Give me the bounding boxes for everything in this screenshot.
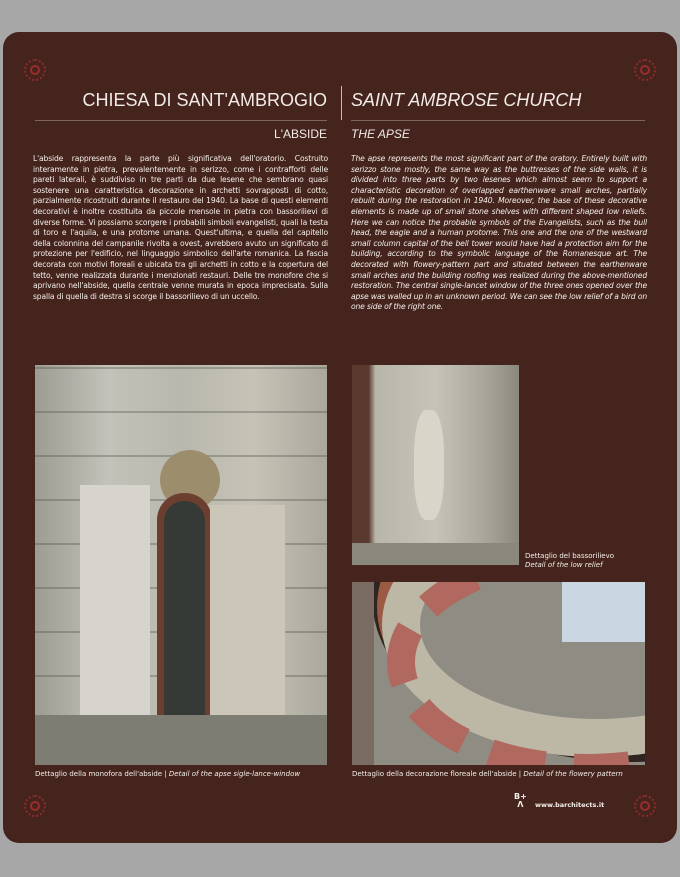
title-divider: [341, 86, 342, 120]
caption-it: Dettaglio della decorazione floreale dell'abside: [352, 770, 517, 778]
subtitle-english: THE APSE: [351, 127, 410, 141]
website-link[interactable]: www.barchitects.it: [535, 801, 605, 809]
photo-apse-window: [35, 365, 327, 765]
ornament-icon: [24, 59, 46, 81]
caption-en: Detail of the flowery pattern: [523, 770, 623, 778]
title-english: SAINT AMBROSE CHURCH: [351, 90, 582, 110]
caption-relief: [525, 552, 614, 570]
title-italian: CHIESA DI SANT'AMBROGIO: [82, 90, 327, 110]
caption-pattern: [352, 770, 623, 778]
logo-top: B+: [514, 792, 527, 801]
caption-en: Detail of the apse sigle-lance-window: [168, 770, 301, 778]
body-italian: L'abside rappresenta la parte più significativa dell'oratorio. Costruito interamente in pietra, prevalentemente in serizzo, come i contrafforti delle pareti laterali, è suddiviso in tre parti da due lesene che sembrano quasi sostenere una caratteristica decorazione in archetti sovrapposti di cotto, parzialmente ricostruiti durante il restauro del 1940. La base di questi elementi decorativi è inoltre costituita da piccole mensole in pietra con bassorilievi di diverse forme. Vi possiamo scorgere i probabili simboli evangelisti, quali la testa di toro e l'aquila, e una protome umana. Quest'ultima, e quella del capitello della colonnina del campanile rivolta a ovest, avrebbero avuto un significato di protezione per l'edificio, nel linguaggio simbolico dell'arte romanica. La fascia decorata con motivi floreali e ubicata tra gli archetti in cotto e la copertura del tetto, venne realizzata durante i menzionati restauri. Delle tre monofore che si aprivano nell'abside, quella centrale venne murata in epoca imprecisata. Sulla spalla di quella di destra si scorge il bassorilievo di un uccello.: [33, 154, 328, 301]
body-english: The apse represents the most significant part of the oratory. Entirely built with serizzo stone mostly, the same way as the buttresses of the side walls, it is divided into three parts by two lesenes which almost seem to support a characteristic decoration of overlapped earthenware small arches, partially rebuilt during the restoration in 1940. Moreover, the base of these decorative elements is made up of small stone shelves with different shaped low reliefs. Here we can notice the probable symbols of the Evangelists, such as the bull head, the eagle and a human protome. This one and the one of the westward small column capital of the bell tower would have had a protection aim for the building, according to the symbolic language of the Romanesque art. The decorated with flowery-pattern part and situated between the earthenware small arches and the building roofing was realized during the above-mentioned restoration. The central single-lancet window of the three ones opened over the apse was walled up in an unknown period. We can see the low relief of a bird on one side of the right one.: [351, 154, 647, 312]
ornament-icon: [634, 795, 656, 817]
photo-low-relief: [352, 365, 519, 565]
barchitects-logo: [514, 793, 527, 809]
divider: [35, 120, 327, 121]
caption-window: [35, 770, 300, 778]
caption-en: Detail of the low relief: [525, 561, 603, 569]
caption-separator: |: [518, 770, 522, 778]
divider: [351, 120, 645, 121]
subtitle-italian: L'ABSIDE: [274, 127, 327, 141]
ornament-icon: [634, 59, 656, 81]
caption-it: Dettaglio della monofora dell'abside: [35, 770, 163, 778]
caption-separator: |: [164, 770, 167, 778]
ornament-icon: [24, 795, 46, 817]
photo-flowery-pattern: [352, 582, 645, 765]
caption-it: Dettaglio del bassorilievo: [525, 552, 614, 560]
logo-bottom: Λ: [517, 800, 524, 809]
